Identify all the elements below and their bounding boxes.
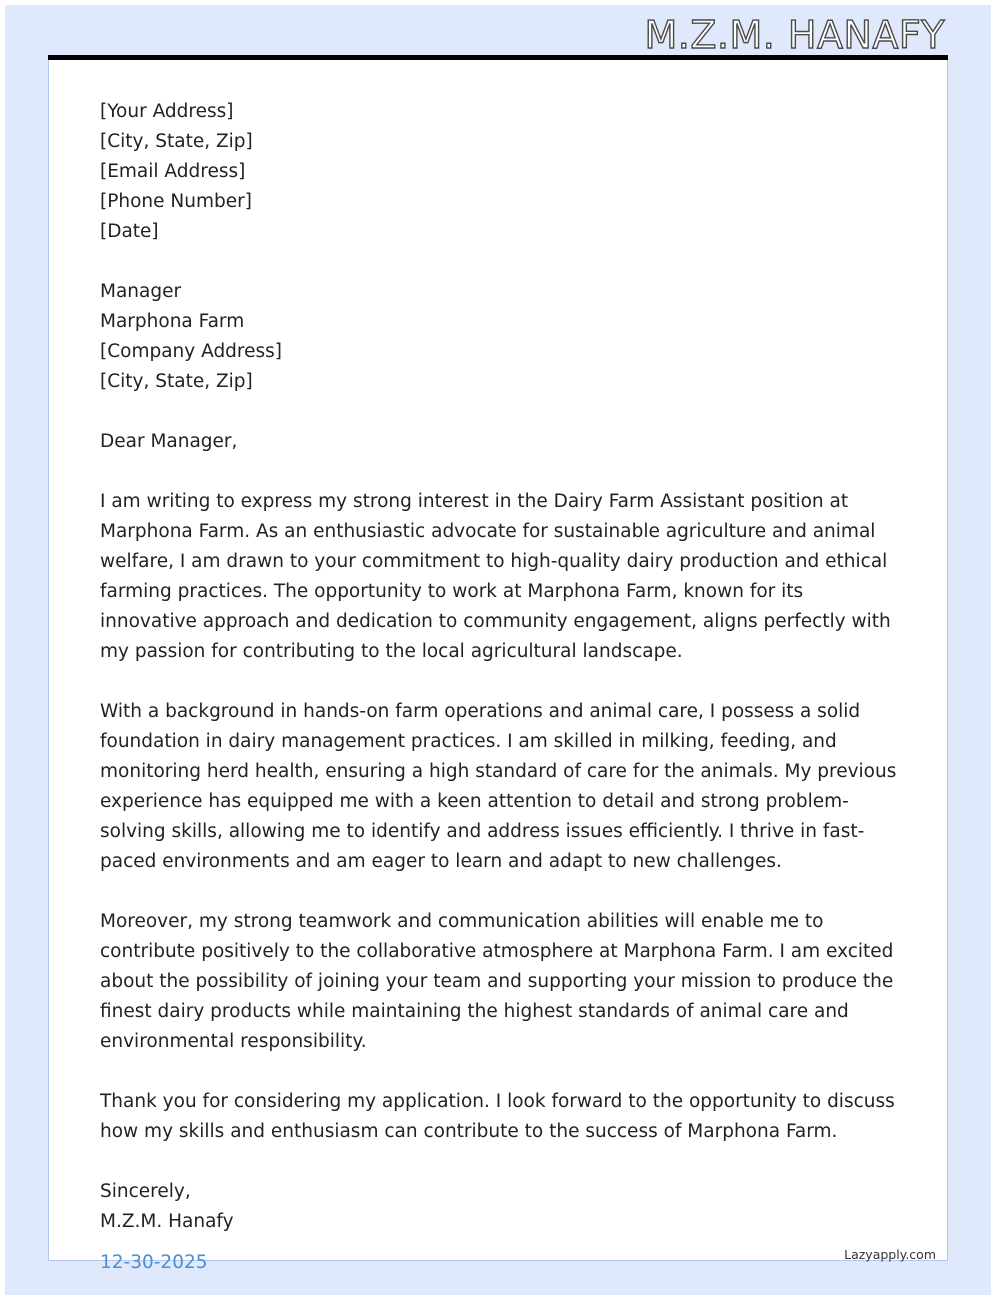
letter-body	[100, 97, 900, 1237]
closing-block	[100, 1177, 900, 1237]
recipient-title: Manager	[100, 281, 182, 302]
sender-address: [Your Address]	[100, 101, 234, 122]
closing: Sincerely,	[100, 1181, 191, 1202]
recipient-block	[100, 277, 900, 397]
body-paragraph: Thank you for considering my application. I look forward to the opportunity to discuss how my skills and enthusiasm can contribute to the success of Marphona Farm.	[100, 1091, 895, 1142]
sender-date: [Date]	[100, 221, 159, 242]
sender-email: [Email Address]	[100, 161, 246, 182]
sender-city-state-zip: [City, State, Zip]	[100, 131, 253, 152]
body-paragraph: Moreover, my strong teamwork and communication abilities will enable me to contribute positively to the collaborative atmosphere at Marphona Farm. I am excited about the possibility of joining your team and supporting your mission to produce the finest dairy products while maintaining the highest standards of animal care and environmental responsibility.	[100, 911, 894, 1052]
footer-date: 12-30-2025	[100, 1252, 208, 1273]
sender-phone: [Phone Number]	[100, 191, 252, 212]
sender-block	[100, 97, 900, 247]
salutation: Dear Manager,	[100, 431, 238, 452]
watermark-link[interactable]: Lazyapply.com	[844, 1247, 936, 1262]
recipient-address: [Company Address]	[100, 341, 283, 362]
body-paragraph: I am writing to express my strong interest in the Dairy Farm Assistant position at Marphona Farm. As an enthusiastic advocate for sustainable agriculture and animal welfare, I am drawn to your commitment to high-quality dairy production and ethical farming practices. The opportunity to work at Marphona Farm, known for its innovative approach and dedication to community engagement, aligns perfectly with my passion for contributing to the local agricultural landscape.	[100, 491, 891, 662]
signature: M.Z.M. Hanafy	[100, 1211, 234, 1232]
recipient-company: Marphona Farm	[100, 311, 245, 332]
recipient-city-state-zip: [City, State, Zip]	[100, 371, 253, 392]
header-name: M.Z.M. HANAFY	[644, 13, 945, 57]
body-paragraph: With a background in hands-on farm operations and animal care, I possess a solid foundation in dairy management practices. I am skilled in milking, feeding, and monitoring herd health, ensuring a high standard of care for the animals. My previous experience has equipped me with a keen attention to detail and strong problem-solving skills, allowing me to identify and address issues efficiently. I thrive in fast-paced environments and am eager to learn and adapt to new challenges.	[100, 701, 897, 872]
